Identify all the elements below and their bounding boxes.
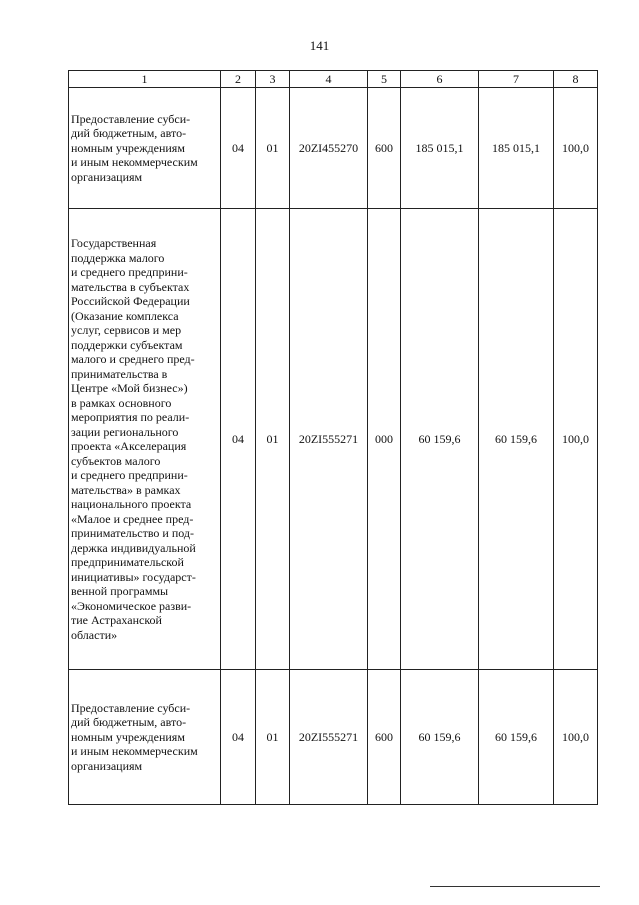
row-description: Предоставление субси- дий бюджетным, авто- номным учреждениям и иным некоммерческим организациям [69, 88, 221, 209]
table-header [69, 71, 598, 88]
table-row [69, 209, 598, 670]
row-plan: 60 159,6 [401, 209, 479, 670]
header-row [69, 71, 598, 88]
column-header-1: 1 [69, 71, 221, 88]
page-number: 141 [309, 38, 330, 53]
row-expense-type: 600 [368, 670, 401, 805]
row-subsection: 01 [256, 88, 290, 209]
row-expense-type: 600 [368, 88, 401, 209]
column-header-6: 6 [401, 71, 479, 88]
row-percent: 100,0 [554, 88, 598, 209]
row-target-article: 20ZI455270 [290, 88, 368, 209]
row-subsection: 01 [256, 209, 290, 670]
row-plan: 185 015,1 [401, 88, 479, 209]
row-target-article: 20ZI555271 [290, 670, 368, 805]
row-actual: 60 159,6 [479, 670, 554, 805]
column-header-5: 5 [368, 71, 401, 88]
column-header-3: 3 [256, 71, 290, 88]
row-section: 04 [221, 670, 256, 805]
row-actual: 60 159,6 [479, 209, 554, 670]
row-description: Государственная поддержка малого и среднего предприни- мательства в субъектах Российской Федерации (Оказание комплекса услуг, сервисов и мер поддержки субъектам малого и среднего пред- принимательства в Центре «Мой бизнес») в рамках основного мероприятия по реали- зации регионального проекта «Акселерация субъектов малого и среднего предприни- мательства» в рамках национального проекта «Малое и среднее пред- принимательство и под- держка индивидуальной предпринимательской инициативы» государст- венной программы «Экономическое разви- тие Астраханской области» [69, 209, 221, 670]
budget-table [68, 70, 598, 805]
table-row [69, 670, 598, 805]
row-description: Предоставление субси- дий бюджетным, авто- номным учреждениям и иным некоммерческим организациям [69, 670, 221, 805]
row-plan: 60 159,6 [401, 670, 479, 805]
row-expense-type: 000 [368, 209, 401, 670]
column-header-4: 4 [290, 71, 368, 88]
column-header-2: 2 [221, 71, 256, 88]
row-subsection: 01 [256, 670, 290, 805]
footer-divider [430, 886, 600, 887]
row-percent: 100,0 [554, 209, 598, 670]
row-section: 04 [221, 209, 256, 670]
column-header-7: 7 [479, 71, 554, 88]
row-section: 04 [221, 88, 256, 209]
row-actual: 185 015,1 [479, 88, 554, 209]
row-percent: 100,0 [554, 670, 598, 805]
column-header-8: 8 [554, 71, 598, 88]
row-target-article: 20ZI555271 [290, 209, 368, 670]
table-row [69, 88, 598, 209]
